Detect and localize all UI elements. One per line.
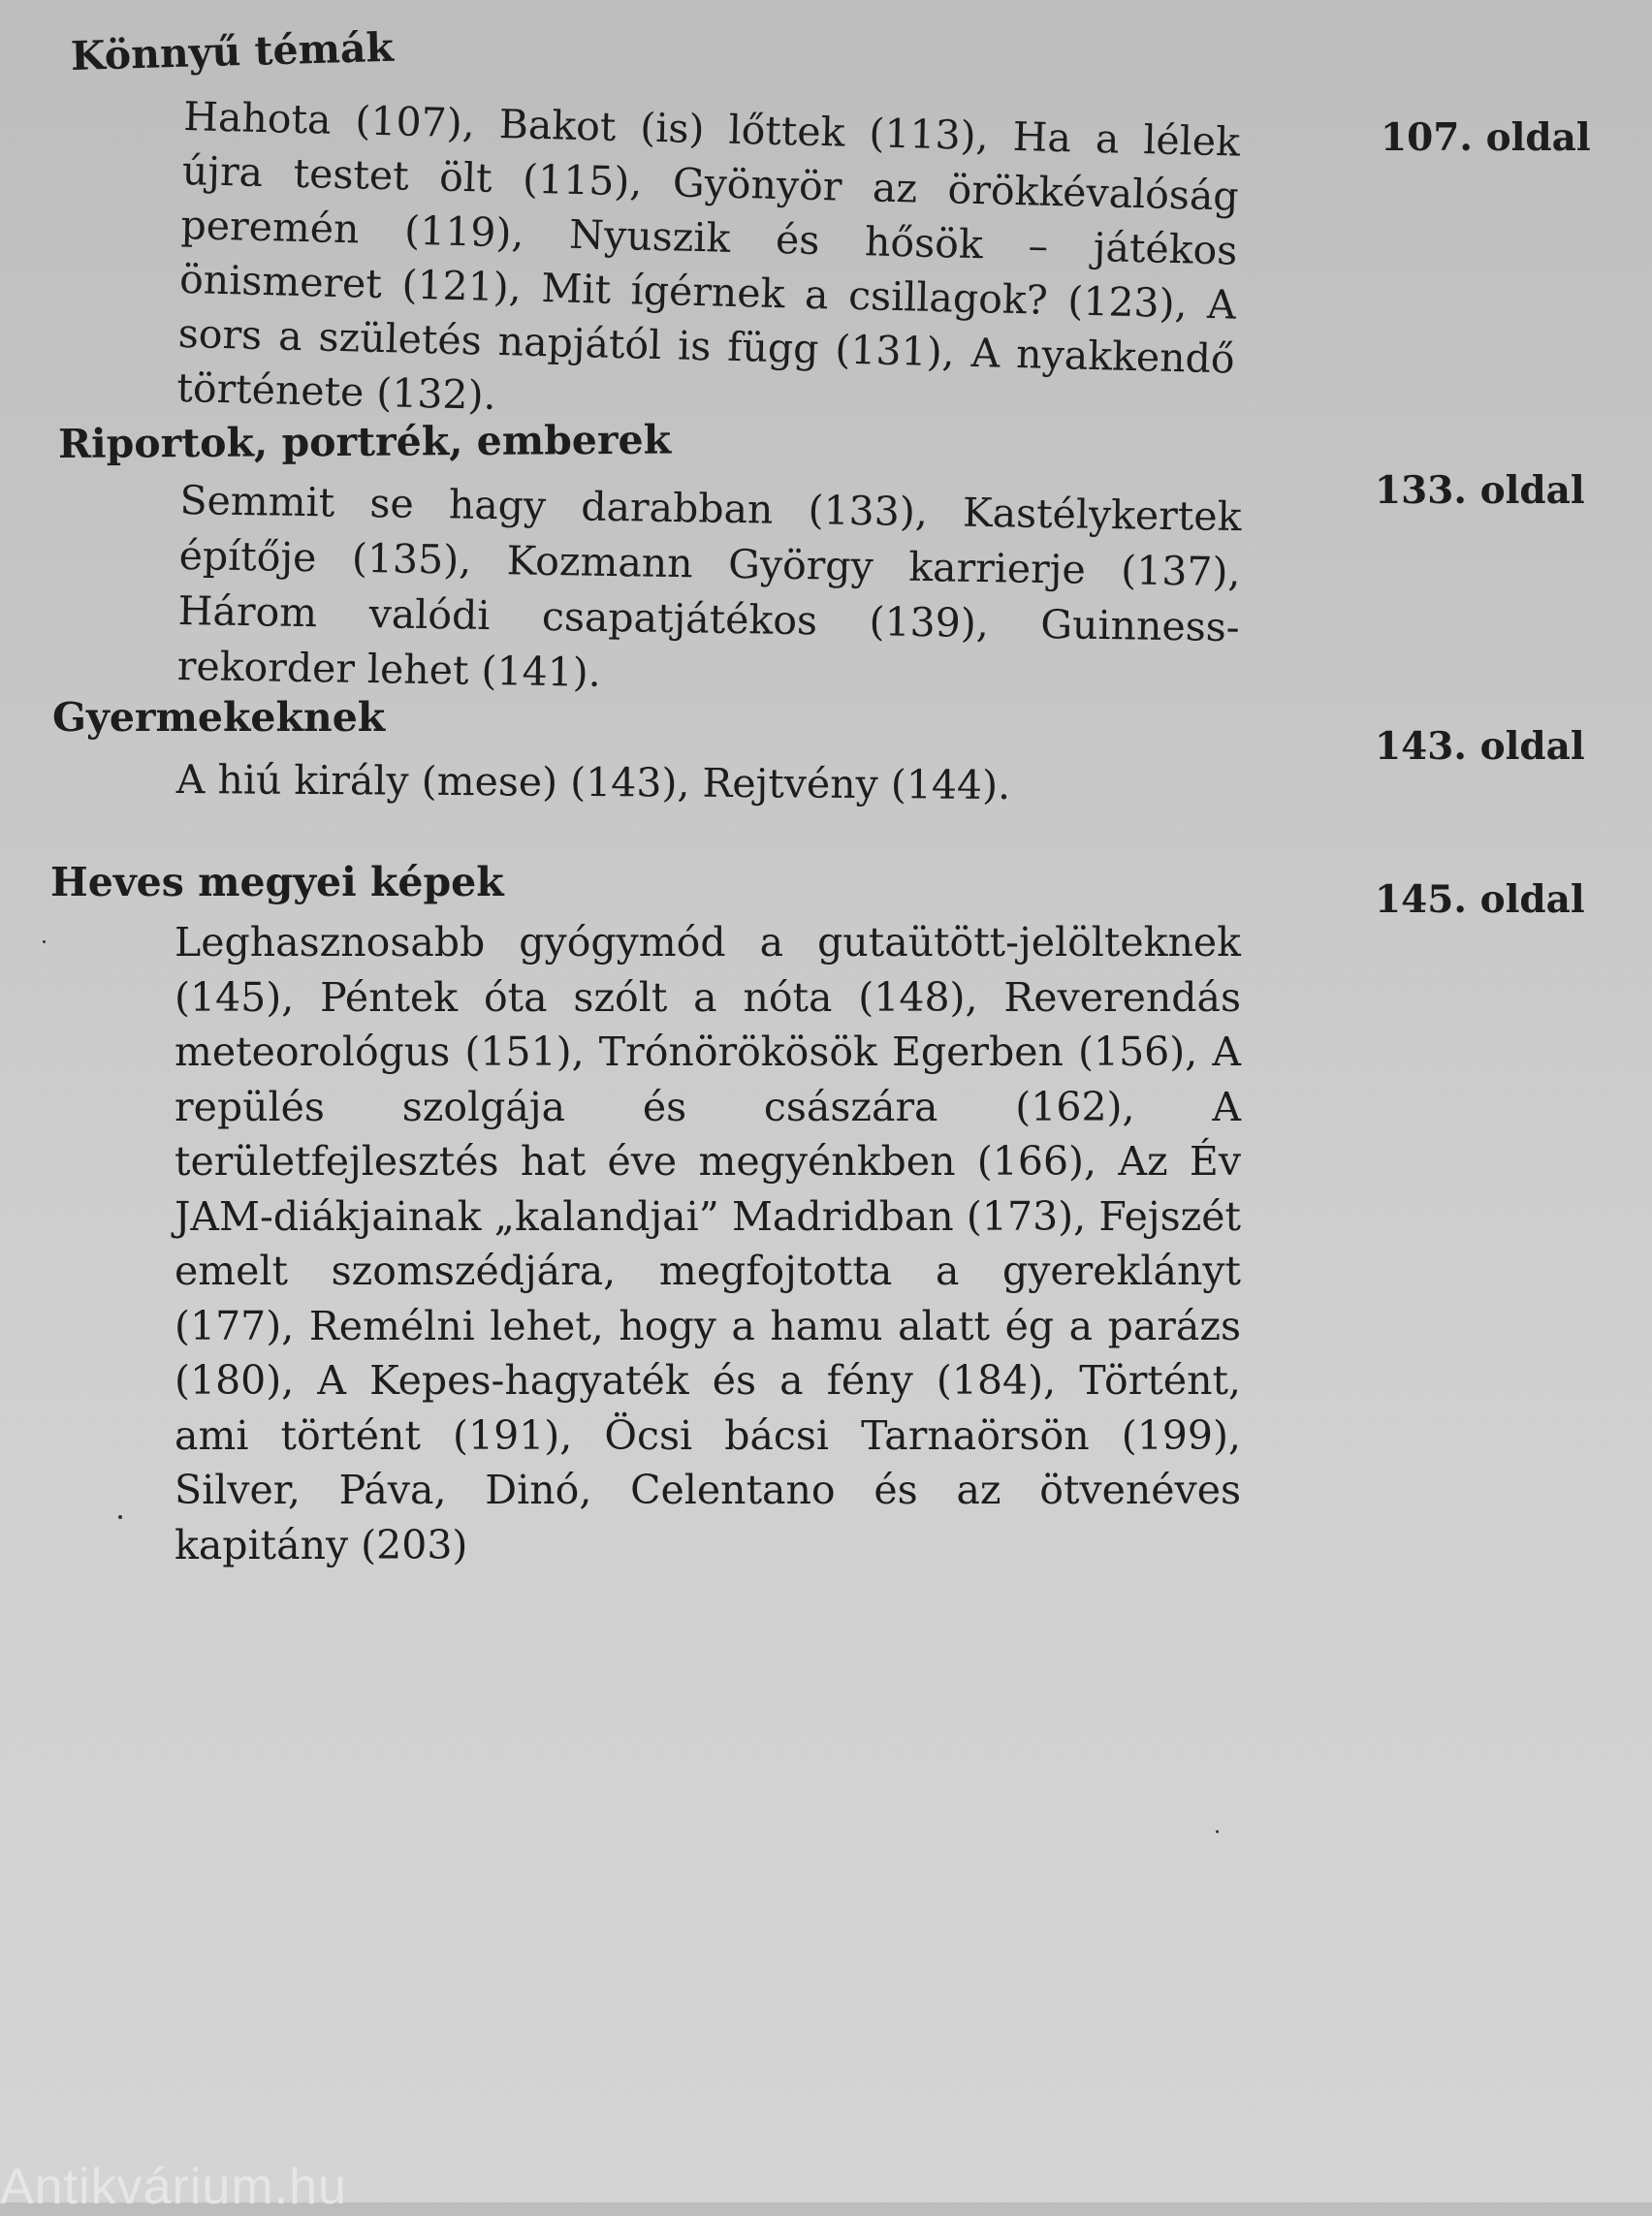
section-page-ref: 143. oldal [1375, 724, 1585, 769]
section-entries: Leghasznosabb gyógymód a gutaütött-jelölteknek (145), Péntek óta szólt a nóta (148), Reverendás meteorológus (151), Trónörökösök Egerben (156), A repülés szolgája és császára (162), A területfejlesztés hat éve megyénkben (166), Az Év JAM-diákjainak „kalandjai” Madridban (173), Fejszét emelt szomszédjára, megfojtotta a gyereklányt (177), Remélni lehet, hogy a hamu alatt ég a parázs (180), A Kepes-hagyaték és a fény (184), Történt, ami történt (191), Öcsi bácsi Tarnaörsön (199), Silver, Páva, Dinó, Celentano és az ötvenéves kapitány (203) [175, 919, 1241, 1568]
section-heading: Riportok, portrék, emberek [57, 416, 672, 467]
print-speck [1216, 1830, 1219, 1833]
section-entries: A hiú király (mese) (143), Rejtvény (144). [175, 755, 1011, 809]
section-entries: Semmit se hagy darabban (133), Kastélykertek építője (135), Kozmann György karrierje (137), Három valódi csapatjátékos (139), Guinness-rekorder lehet (141). [176, 476, 1242, 696]
print-speck [43, 940, 46, 943]
section-page-ref: 107. oldal [1381, 115, 1591, 160]
section-page-ref: 133. oldal [1375, 468, 1585, 513]
section-heading: Heves megyei képek [50, 859, 504, 905]
section-entries: Hahota (107), Bakot (is) lőttek (113), Ha a lélek újra testet ölt (115), Gyönyör az örökkévalóság peremén (119), Nyuszik és hősök – játékos önismeret (121), Mit ígérnek a csillagok? (123), A sors a születés napjától is függ (131), A nyakkendő története (132). [175, 92, 1241, 419]
section-heading: Gyermekeknek [52, 694, 386, 741]
section-page-ref: 145. oldal [1375, 877, 1585, 922]
watermark: Antikvárium.hu [0, 2159, 347, 2215]
section-heading: Könnyű témák [70, 23, 395, 79]
print-speck [118, 1515, 122, 1519]
